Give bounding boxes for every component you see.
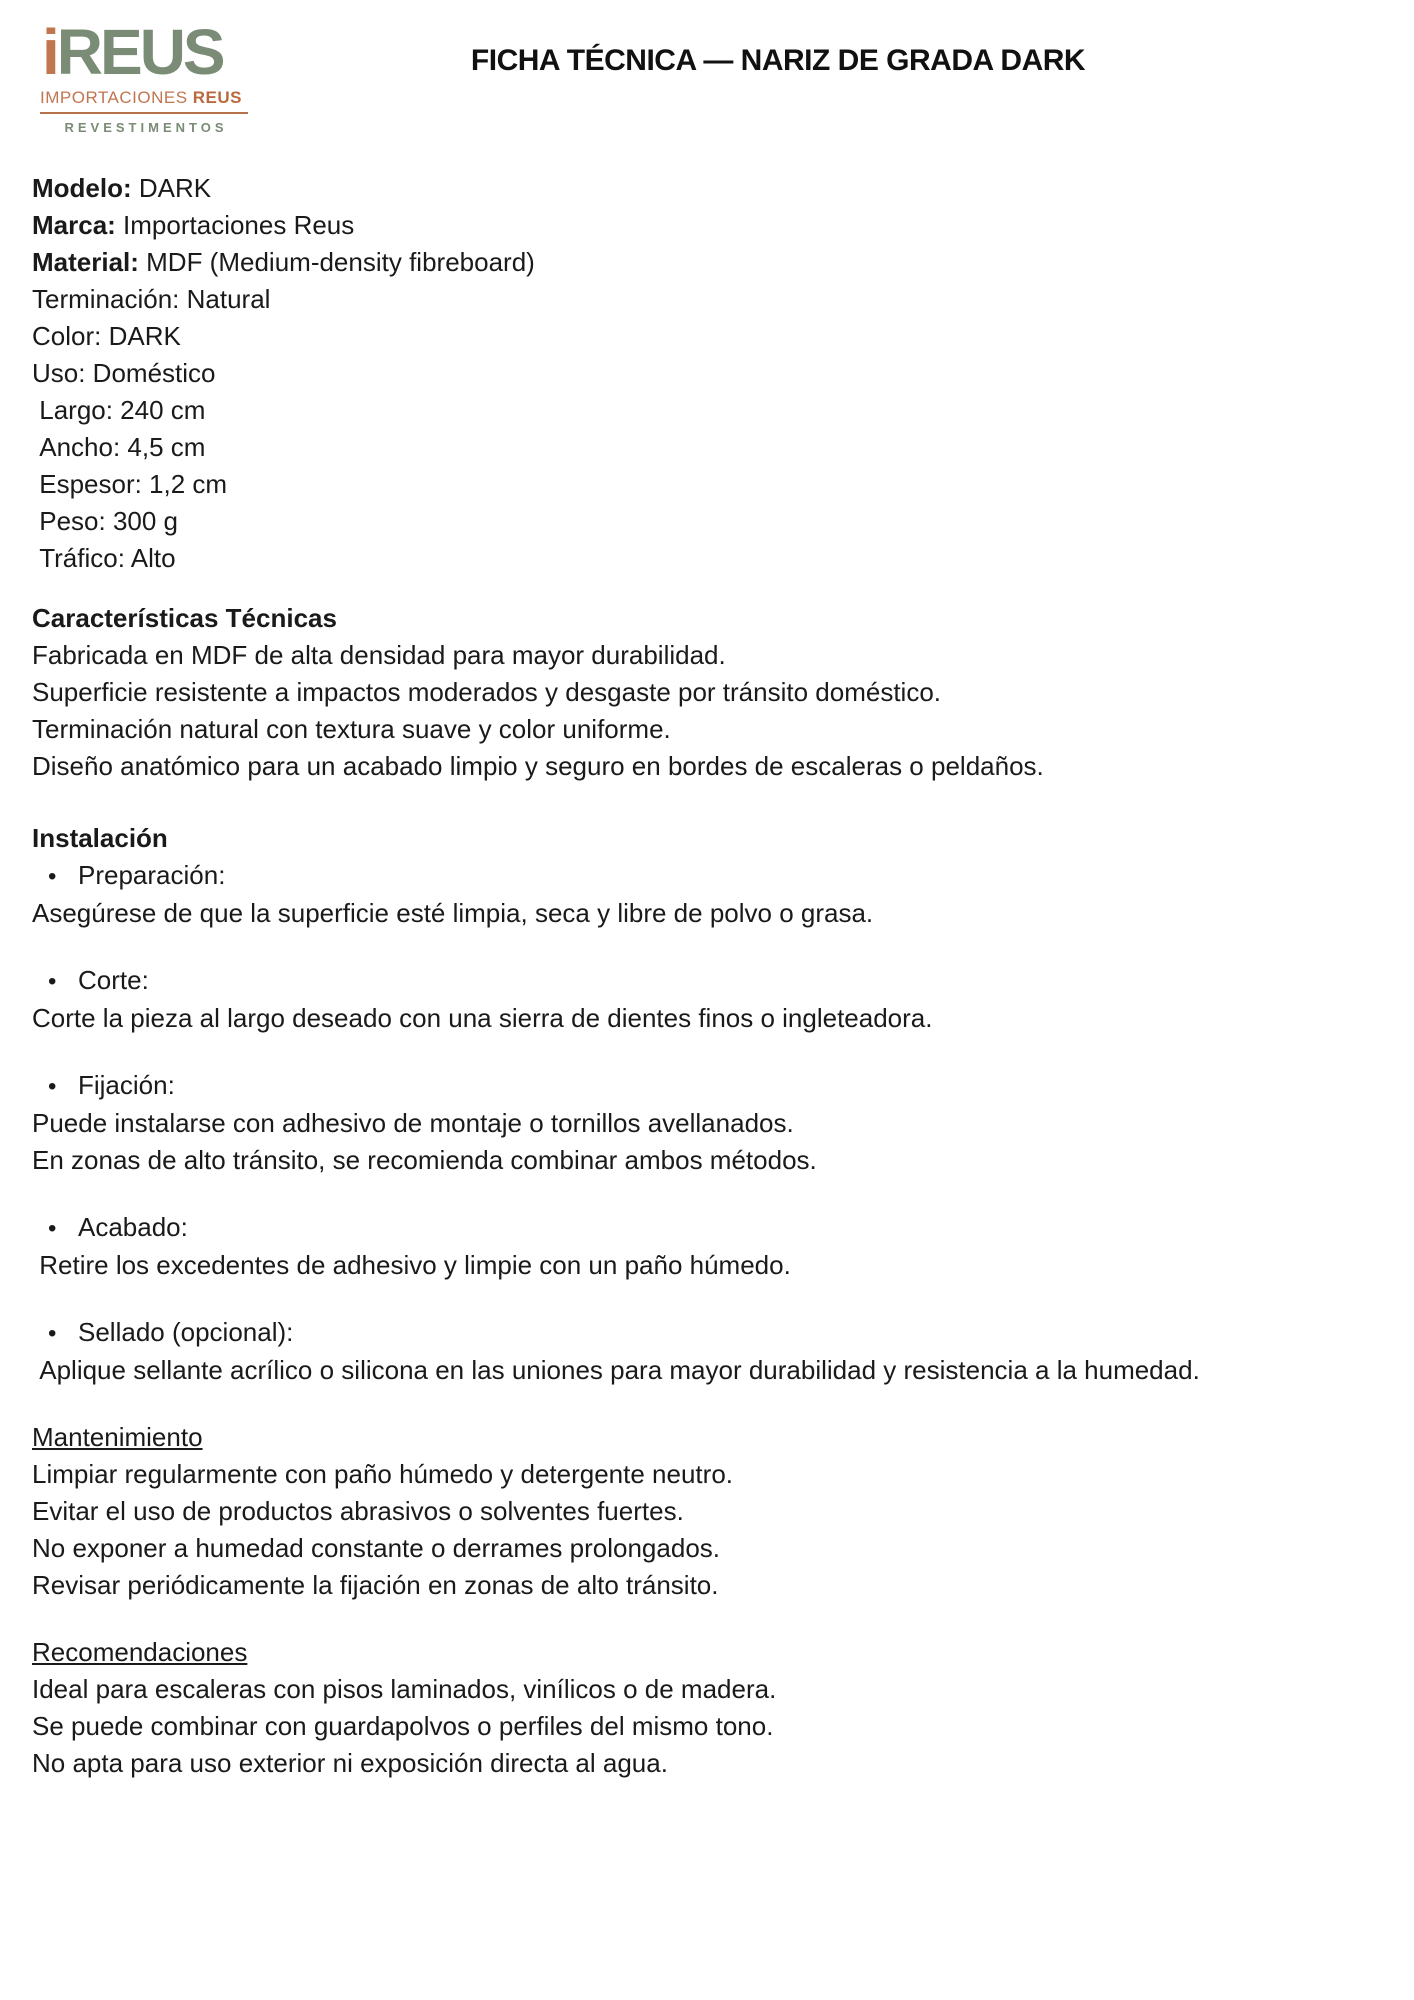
body-line: Se puede combinar con guardapolvos o perfiles del mismo tono.: [32, 1711, 774, 1741]
page-header: [0, 0, 1414, 150]
spec-line-largo: Largo: 240 cm: [32, 395, 206, 425]
logo-letters-reus: REUS: [56, 16, 223, 88]
install-step-title: • Preparación:: [32, 857, 1390, 895]
logo-tagline: REVESTIMENTOS: [64, 120, 228, 135]
body-line: Evitar el uso de productos abrasivos o solventes fuertes.: [32, 1496, 684, 1526]
body-line: No exponer a humedad constante o derrames prolongados.: [32, 1533, 720, 1563]
install-step-title: • Acabado:: [32, 1209, 1390, 1247]
install-step-preparacion: [32, 857, 1390, 932]
spec-line-uso: Uso: Doméstico: [32, 358, 216, 388]
install-step-acabado: [32, 1209, 1390, 1284]
bullet-icon: •: [48, 1215, 57, 1242]
section-heading-mantenimiento: Mantenimiento: [32, 1422, 203, 1452]
body-line: Aplique sellante acrílico o silicona en las uniones para mayor durabilidad y resistencia a la humedad.: [32, 1355, 1200, 1385]
spec-line-color: Color: DARK: [32, 321, 181, 351]
spec-line-espesor: Espesor: 1,2 cm: [32, 469, 228, 499]
bullet-icon: •: [48, 968, 57, 995]
body-line: Revisar periódicamente la fijación en zonas de alto tránsito.: [32, 1570, 719, 1600]
spec-line-trafico: Tráfico: Alto: [32, 543, 176, 573]
install-step-sellado: [32, 1314, 1390, 1389]
spec-line-peso: Peso: 300 g: [32, 506, 179, 536]
document-body: [32, 170, 1390, 1782]
section-heading-instalacion: Instalación: [32, 823, 168, 853]
bullet-icon: •: [48, 1320, 57, 1347]
body-line: Asegúrese de que la superficie esté limpia, seca y libre de polvo o grasa.: [32, 898, 874, 928]
page-title: FICHA TÉCNICA — NARIZ DE GRADA DARK: [470, 44, 1086, 77]
logo-letter-i: i: [42, 16, 57, 88]
body-line: Superficie resistente a impactos moderados y desgaste por tránsito doméstico.: [32, 677, 942, 707]
body-line: Ideal para escaleras con pisos laminados, vinílicos o de madera.: [32, 1674, 777, 1704]
body-line: No apta para uso exterior ni exposición directa al agua.: [32, 1748, 668, 1778]
logo-subtitle: [40, 88, 252, 108]
install-step-title: • Fijación:: [32, 1067, 1390, 1105]
body-line: Retire los excedentes de adhesivo y limpie con un paño húmedo.: [32, 1250, 791, 1280]
brand-logo: [40, 16, 252, 135]
spec-line-modelo: Modelo: DARK: [32, 173, 212, 203]
spec-line-material: Material: MDF (Medium-density fibreboard): [32, 247, 535, 277]
spec-line-marca: Marca: Importaciones Reus: [32, 210, 355, 240]
bullet-icon: •: [48, 1073, 57, 1100]
section-heading-recomendaciones: Recomendaciones: [32, 1637, 248, 1667]
body-line: En zonas de alto tránsito, se recomienda combinar ambos métodos.: [32, 1145, 817, 1175]
logo-subtitle-reus: REUS: [192, 88, 243, 107]
body-line: Terminación natural con textura suave y color uniforme.: [32, 714, 671, 744]
install-step-fijacion: [32, 1067, 1390, 1179]
body-line: Diseño anatómico para un acabado limpio y seguro en bordes de escaleras o peldaños.: [32, 751, 1044, 781]
install-step-title: • Sellado (opcional):: [32, 1314, 1390, 1352]
spec-line-terminacion: Terminación: Natural: [32, 284, 271, 314]
install-step-title: • Corte:: [32, 962, 1390, 1000]
install-step-corte: [32, 962, 1390, 1037]
logo-subtitle-importaciones: IMPORTACIONES: [40, 88, 193, 107]
logo-wordmark: [40, 16, 252, 88]
section-heading-caracteristicas: Características Técnicas: [32, 603, 337, 633]
body-line: Limpiar regularmente con paño húmedo y detergente neutro.: [32, 1459, 733, 1489]
body-line: Puede instalarse con adhesivo de montaje o tornillos avellanados.: [32, 1108, 794, 1138]
bullet-icon: •: [48, 863, 57, 890]
body-line: Corte la pieza al largo deseado con una sierra de dientes finos o ingleteadora.: [32, 1003, 933, 1033]
logo-divider: [40, 112, 248, 114]
body-line: Fabricada en MDF de alta densidad para mayor durabilidad.: [32, 640, 726, 670]
spec-line-ancho: Ancho: 4,5 cm: [32, 432, 206, 462]
